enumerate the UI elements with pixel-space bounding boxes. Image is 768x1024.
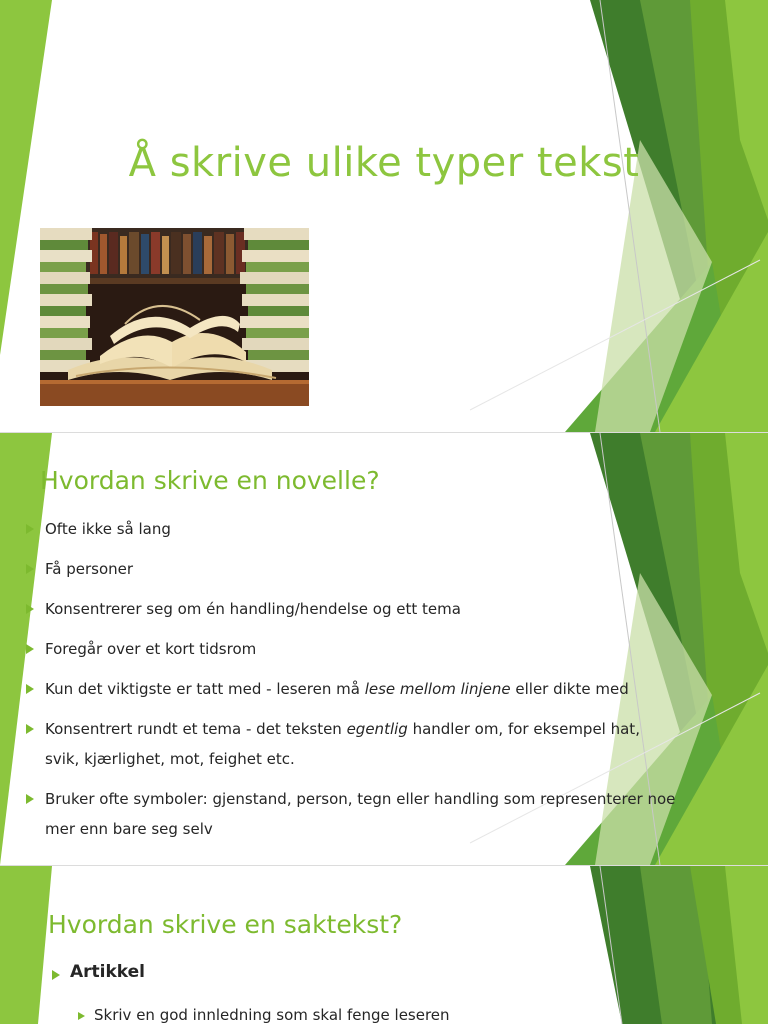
list-item bbox=[26, 674, 676, 704]
list-item bbox=[26, 514, 676, 544]
list-item bbox=[26, 714, 676, 774]
bullet-triangle-icon bbox=[26, 794, 34, 804]
bullet-text-after: handler om, for eksempel hat, svik, kjærlighet, mot, feighet etc. bbox=[45, 720, 640, 768]
slide-title-text: Å skrive ulike typer tekst bbox=[128, 140, 640, 186]
list-item bbox=[26, 594, 676, 624]
bullet-text: Konsentrerer seg om én handling/hendelse og ett tema bbox=[45, 600, 461, 618]
bullet-text-emphasis: lese mellom linjene bbox=[364, 680, 511, 698]
bullet-text: Bruker ofte symboler: gjenstand, person, tegn eller handling som representerer noe mer enn bare seg selv bbox=[45, 790, 676, 838]
slide-heading: Hvordan skrive en saktekst? bbox=[48, 910, 403, 939]
bullet-triangle-icon bbox=[52, 970, 60, 980]
slide-heading: Hvordan skrive en novelle? bbox=[40, 466, 380, 495]
bullet-text: Få personer bbox=[45, 560, 134, 578]
bullet-triangle-icon bbox=[26, 564, 34, 574]
bullet-text-emphasis: egentlig bbox=[346, 720, 408, 738]
bullet-triangle-icon bbox=[26, 644, 34, 654]
level1-text: Artikkel bbox=[70, 962, 146, 982]
level1-item bbox=[52, 962, 145, 982]
bullet-text: Foregår over et kort tidsrom bbox=[45, 640, 257, 658]
bullet-text: Ofte ikke så lang bbox=[45, 520, 171, 538]
list-item bbox=[26, 784, 676, 844]
bullet-text-before: Konsentrert rundt et tema - det teksten bbox=[45, 720, 347, 738]
level2-item bbox=[78, 1006, 450, 1024]
bullet-triangle-icon bbox=[26, 724, 34, 734]
list-item bbox=[26, 554, 676, 584]
slide3-decoration bbox=[0, 866, 768, 1024]
bullet-triangle-icon bbox=[26, 684, 34, 694]
bullet-text-before: Kun det viktigste er tatt med - leseren må bbox=[45, 680, 365, 698]
bullet-triangle-icon bbox=[78, 1012, 85, 1020]
level2-text: Skriv en god innledning som skal fenge leseren bbox=[94, 1006, 450, 1024]
bullet-text-after: eller dikte med bbox=[510, 680, 629, 698]
bullet-list bbox=[26, 514, 676, 844]
left-green-shape bbox=[0, 866, 52, 1024]
list-item bbox=[26, 634, 676, 664]
books-photo bbox=[40, 228, 309, 406]
slide-title bbox=[0, 0, 768, 432]
bullet-triangle-icon bbox=[26, 524, 34, 534]
slide-saktekst bbox=[0, 866, 768, 1024]
bullet-triangle-icon bbox=[26, 604, 34, 614]
